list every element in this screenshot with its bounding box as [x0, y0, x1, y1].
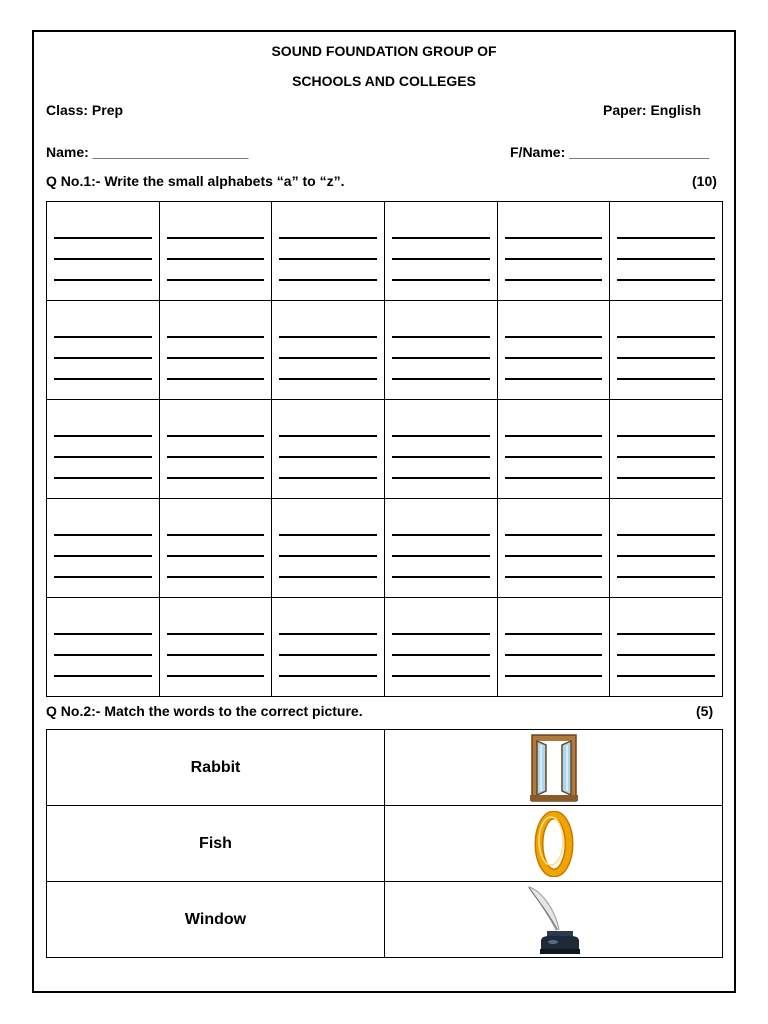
writing-line: [54, 576, 152, 578]
picture-cell: [385, 806, 723, 882]
writing-line: [167, 279, 265, 281]
writing-line: [617, 654, 715, 656]
writing-line: [505, 237, 603, 239]
writing-line: [392, 534, 490, 536]
letter-writing-cell[interactable]: [159, 598, 272, 697]
writing-line: [617, 357, 715, 359]
table-row: [47, 730, 723, 806]
writing-line: [505, 279, 603, 281]
word-rabbit: Rabbit: [190, 758, 241, 776]
writing-line: [54, 336, 152, 338]
writing-line: [279, 477, 377, 479]
writing-line: [505, 576, 603, 578]
writing-line: [279, 378, 377, 380]
writing-line: [54, 435, 152, 437]
question1-text: Q No.1:- Write the small alphabets “a” to “z”.: [46, 173, 345, 189]
writing-line: [54, 633, 152, 635]
table-row: [47, 882, 723, 958]
paper-label: Paper: English: [603, 102, 702, 118]
writing-line: [392, 456, 490, 458]
letter-writing-cell[interactable]: [47, 598, 160, 697]
letter-writing-cell[interactable]: [497, 202, 610, 301]
writing-line: [392, 279, 490, 281]
writing-line: [392, 576, 490, 578]
writing-line: [167, 456, 265, 458]
grid-row: [47, 202, 723, 301]
father-name-field[interactable]: F/Name: __________________: [510, 144, 710, 160]
writing-line: [617, 279, 715, 281]
grid-row: [47, 301, 723, 400]
letter-writing-cell[interactable]: [384, 598, 497, 697]
writing-line: [392, 435, 490, 437]
writing-line: [167, 258, 265, 260]
writing-line: [392, 378, 490, 380]
writing-line: [617, 378, 715, 380]
letter-writing-cell[interactable]: [384, 301, 497, 400]
table-row: [47, 806, 723, 882]
writing-line: [279, 258, 377, 260]
writing-line: [167, 357, 265, 359]
writing-line: [167, 654, 265, 656]
writing-line: [167, 378, 265, 380]
writing-line: [392, 555, 490, 557]
writing-line: [167, 555, 265, 557]
writing-line: [54, 357, 152, 359]
letter-writing-cell[interactable]: [272, 301, 385, 400]
writing-line: [617, 675, 715, 677]
grid-row: [47, 499, 723, 598]
letter-writing-cell[interactable]: [497, 301, 610, 400]
writing-line: [54, 378, 152, 380]
writing-line: [505, 456, 603, 458]
writing-line: [167, 534, 265, 536]
writing-line: [392, 654, 490, 656]
letter-writing-cell[interactable]: [47, 202, 160, 301]
writing-line: [54, 675, 152, 677]
writing-line: [392, 237, 490, 239]
word-window: Window: [184, 910, 247, 928]
writing-line: [279, 576, 377, 578]
writing-line: [617, 534, 715, 536]
writing-line: [617, 336, 715, 338]
writing-line: [54, 237, 152, 239]
letter-writing-cell[interactable]: [47, 301, 160, 400]
letter-writing-cell[interactable]: [610, 301, 723, 400]
writing-line: [505, 555, 603, 557]
matching-table: [46, 729, 723, 958]
ring-picture: [534, 811, 574, 877]
window-picture: [528, 733, 580, 803]
writing-line: [167, 435, 265, 437]
school-name-line1: SOUND FOUNDATION GROUP OF: [271, 43, 497, 59]
writing-line: [505, 477, 603, 479]
writing-line: [279, 456, 377, 458]
writing-line: [54, 258, 152, 260]
writing-line: [392, 633, 490, 635]
letter-writing-cell[interactable]: [497, 499, 610, 598]
class-label: Class: Prep: [46, 102, 124, 118]
writing-line: [167, 576, 265, 578]
writing-line: [617, 435, 715, 437]
writing-line: [279, 435, 377, 437]
writing-line: [54, 279, 152, 281]
letter-writing-cell[interactable]: [610, 598, 723, 697]
alphabet-writing-grid: [46, 201, 723, 697]
writing-line: [54, 654, 152, 656]
word-cell: [47, 882, 385, 958]
writing-line: [392, 357, 490, 359]
letter-writing-cell[interactable]: [159, 499, 272, 598]
letter-writing-cell[interactable]: [272, 499, 385, 598]
word-cell: [47, 806, 385, 882]
writing-line: [392, 675, 490, 677]
writing-line: [617, 576, 715, 578]
writing-line: [167, 336, 265, 338]
writing-line: [279, 336, 377, 338]
writing-line: [279, 534, 377, 536]
letter-writing-cell[interactable]: [272, 598, 385, 697]
school-name-line2: SCHOOLS AND COLLEGES: [292, 73, 476, 89]
writing-line: [505, 435, 603, 437]
writing-line: [54, 456, 152, 458]
writing-line: [167, 477, 265, 479]
letter-writing-cell[interactable]: [384, 499, 497, 598]
word-cell: [47, 730, 385, 806]
letter-writing-cell[interactable]: [47, 499, 160, 598]
writing-line: [505, 258, 603, 260]
writing-line: [167, 237, 265, 239]
letter-writing-cell[interactable]: [610, 400, 723, 499]
writing-line: [505, 633, 603, 635]
letter-writing-cell[interactable]: [497, 400, 610, 499]
picture-cell: [385, 882, 723, 958]
letter-writing-cell[interactable]: [610, 499, 723, 598]
letter-writing-cell[interactable]: [159, 400, 272, 499]
writing-line: [505, 336, 603, 338]
writing-line: [54, 555, 152, 557]
picture-cell: [385, 730, 723, 806]
grid-row: [47, 598, 723, 697]
writing-line: [279, 654, 377, 656]
writing-line: [505, 357, 603, 359]
writing-line: [279, 675, 377, 677]
writing-line: [392, 336, 490, 338]
writing-line: [279, 555, 377, 557]
letter-writing-cell[interactable]: [47, 400, 160, 499]
writing-line: [279, 633, 377, 635]
quill-and-inkpot-picture: [523, 885, 585, 955]
student-name-field[interactable]: Name: ____________________: [46, 144, 249, 160]
writing-line: [617, 633, 715, 635]
question2-text: Q No.2:- Match the words to the correct picture.: [46, 703, 363, 719]
word-fish: Fish: [199, 834, 232, 852]
writing-line: [392, 477, 490, 479]
writing-line: [167, 633, 265, 635]
letter-writing-cell[interactable]: [159, 202, 272, 301]
writing-line: [617, 258, 715, 260]
letter-writing-cell[interactable]: [272, 400, 385, 499]
writing-line: [505, 378, 603, 380]
letter-writing-cell[interactable]: [272, 202, 385, 301]
writing-line: [505, 654, 603, 656]
writing-line: [392, 258, 490, 260]
writing-line: [617, 477, 715, 479]
letter-writing-cell[interactable]: [497, 598, 610, 697]
question1-marks: (10): [692, 173, 717, 189]
writing-line: [617, 456, 715, 458]
letter-writing-cell[interactable]: [610, 202, 723, 301]
writing-line: [617, 555, 715, 557]
writing-line: [279, 357, 377, 359]
writing-line: [617, 237, 715, 239]
question2-marks: (5): [696, 703, 714, 719]
writing-line: [279, 279, 377, 281]
letter-writing-cell[interactable]: [384, 202, 497, 301]
writing-line: [505, 534, 603, 536]
writing-line: [505, 675, 603, 677]
writing-line: [167, 675, 265, 677]
letter-writing-cell[interactable]: [384, 400, 497, 499]
letter-writing-cell[interactable]: [159, 301, 272, 400]
grid-row: [47, 400, 723, 499]
writing-line: [54, 477, 152, 479]
writing-line: [279, 237, 377, 239]
writing-line: [54, 534, 152, 536]
